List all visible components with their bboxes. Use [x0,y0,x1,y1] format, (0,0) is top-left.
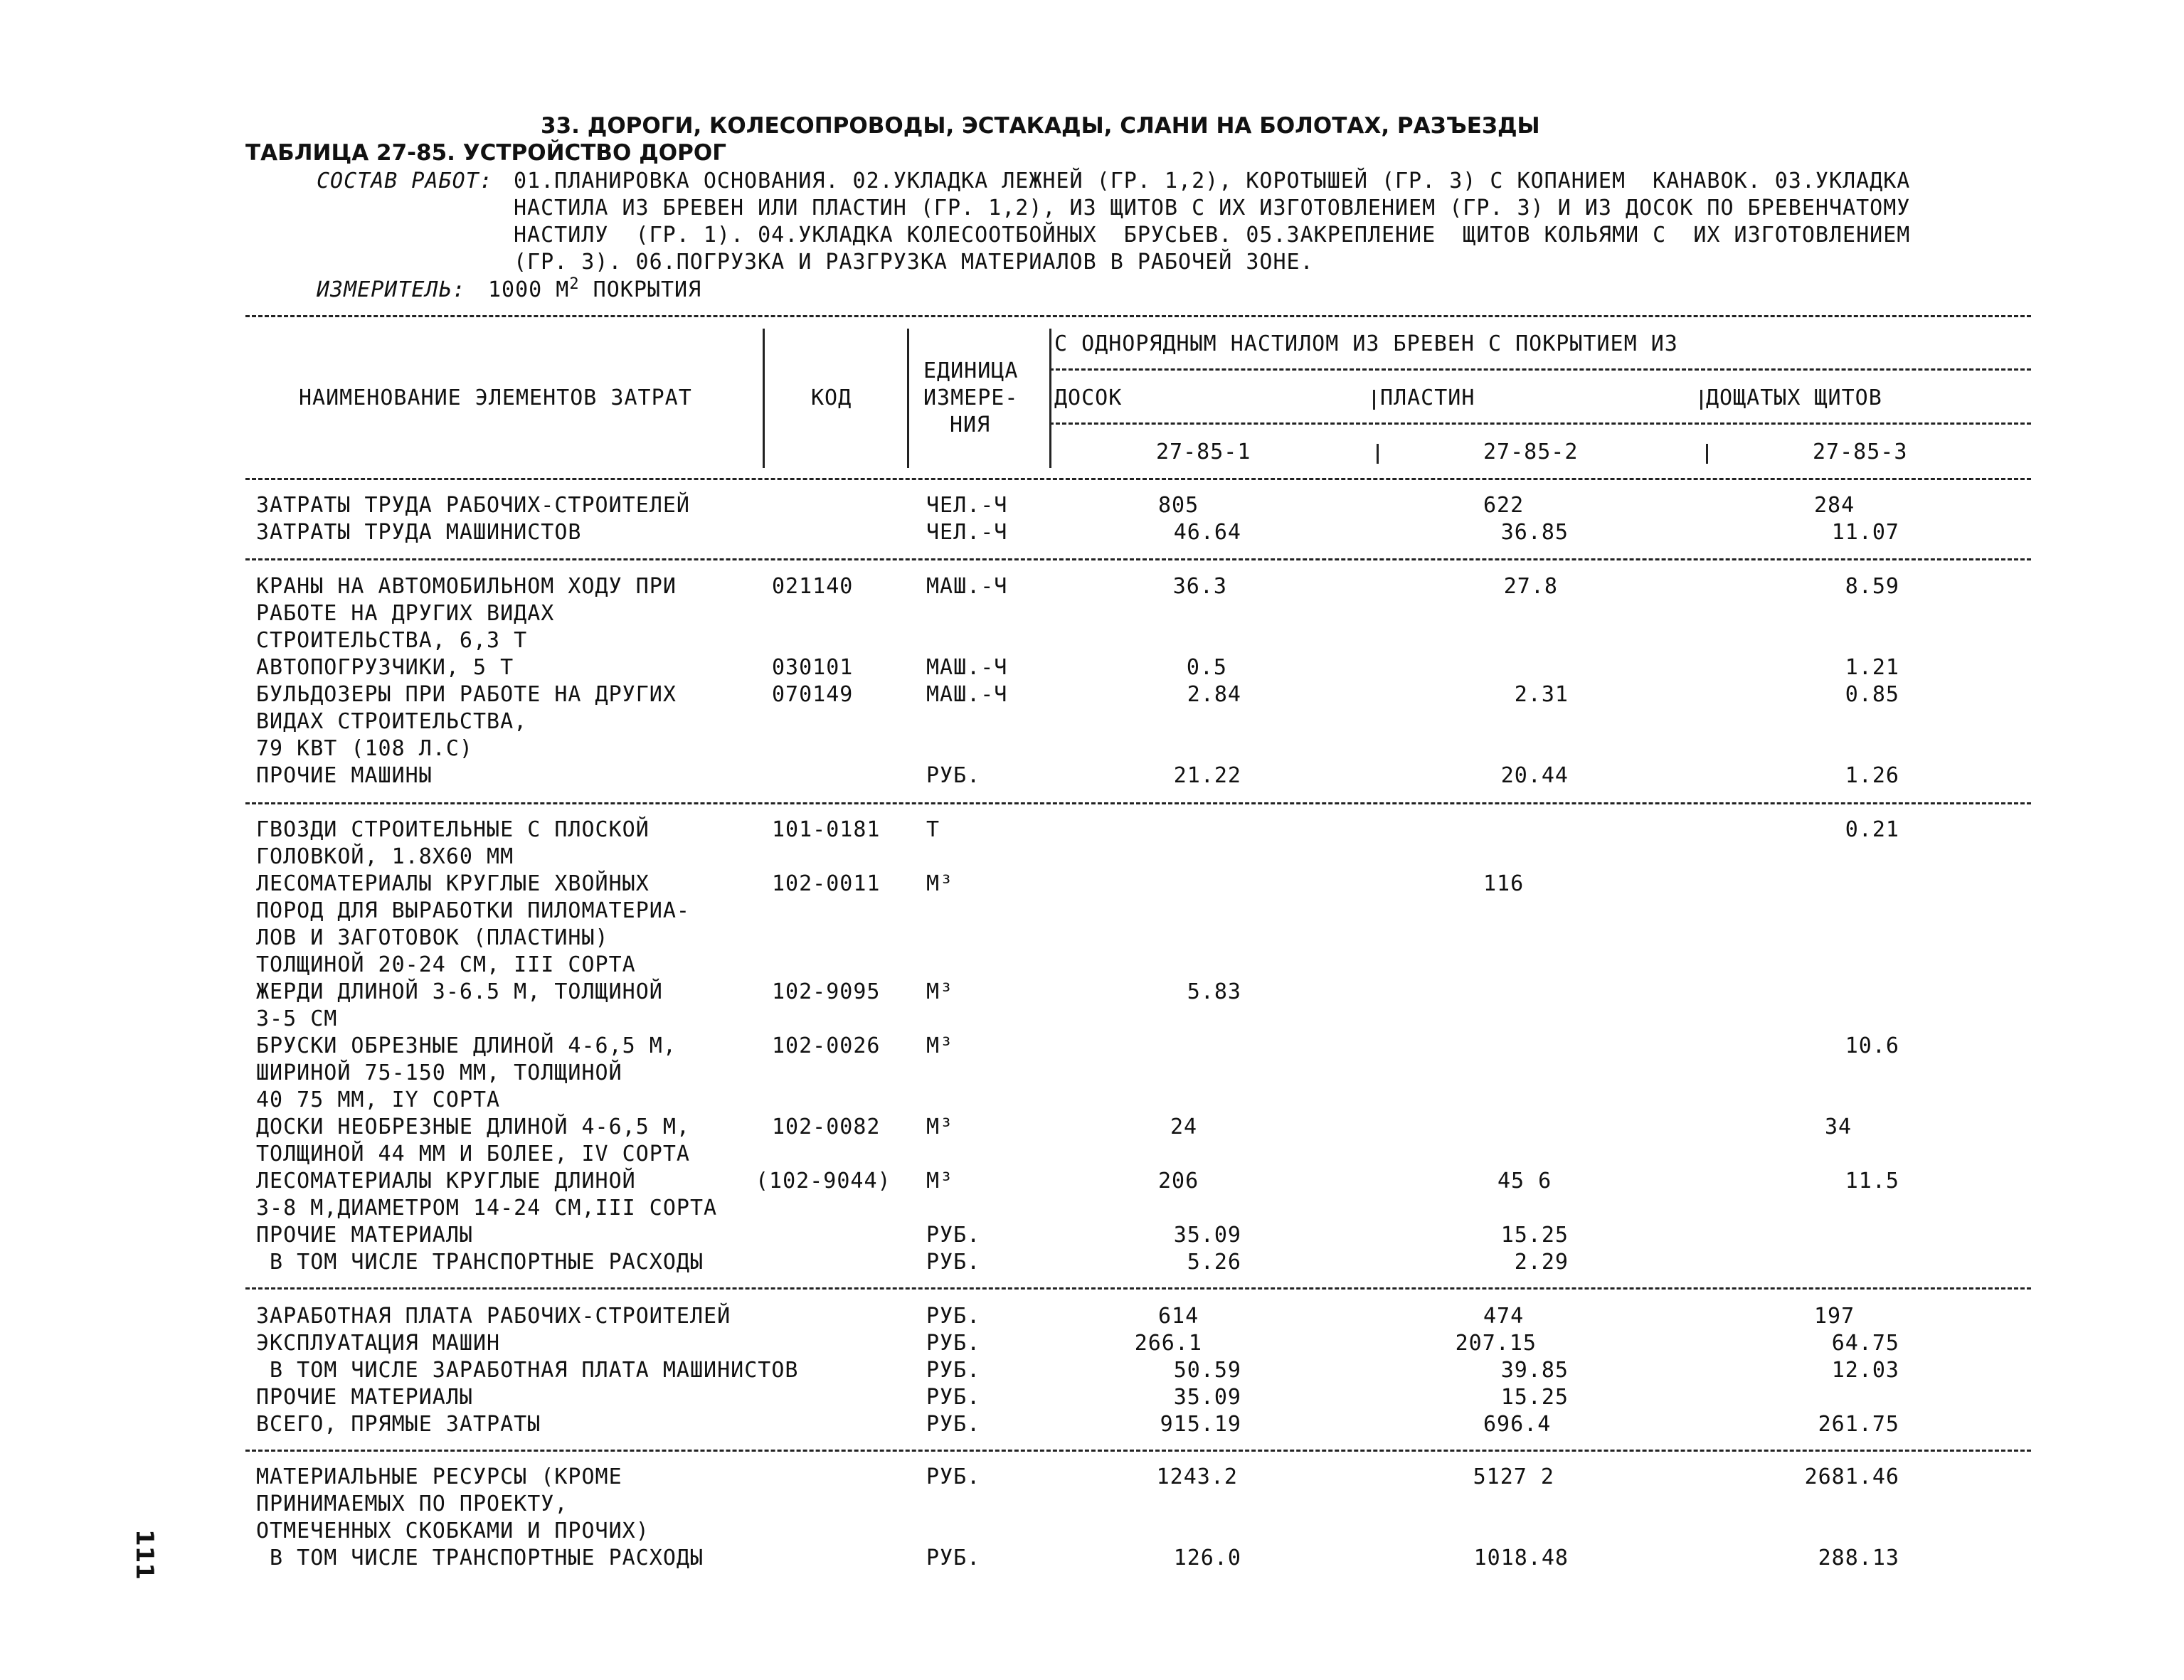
row-unit: РУБ. [926,1331,981,1356]
row-name: ПРОЧИЕ МАШИНЫ [256,763,433,788]
row-value-1: 35.09 [1173,1385,1241,1410]
row-code: 102-9095 [772,979,881,1004]
row-code: 021140 [772,574,854,599]
row-unit: МАШ.-Ч [926,655,1008,680]
work-line-1: 01.ПЛАНИРОВКА ОСНОВАНИЯ. 02.УКЛАДКА ЛЕЖНЕЙ (ГР. 1,2), КОРОТЫШЕЙ (ГР. 3) С КОПАНИЕМ КАНАВОК. 03.УКЛАДКА [514,169,1911,193]
row-value-2: 36.85 [1500,520,1569,545]
row-name: ВИДАХ СТРОИТЕЛЬСТВА, [256,709,528,734]
row-value-2: 15.25 [1500,1223,1569,1248]
row-value-1: 46.64 [1173,520,1241,545]
row-value-3: 1.21 [1845,655,1899,680]
sub-rule [1049,422,2031,425]
row-value-2: 116 [1483,871,1525,896]
row-value-2: 39.85 [1500,1358,1569,1383]
row-name: ПОРОД ДЛЯ ВЫРАБОТКИ ПИЛОМАТЕРИА- [256,898,690,923]
row-value-1: 24 [1170,1115,1198,1139]
row-name: РАБОТЕ НА ДРУГИХ ВИДАХ [256,601,555,626]
col-divider-1 [763,329,765,468]
row-value-3: 284 [1814,493,1855,518]
row-value-1: 2.84 [1187,682,1241,707]
row-value-1: 126.0 [1173,1546,1241,1570]
row-name: ВСЕГО, ПРЯМЫЕ ЗАТРАТЫ [256,1412,541,1437]
sub-header-panels: ДОЩАТЫХ ЩИТОВ [1706,386,1882,410]
row-unit: Т [926,817,940,842]
row-unit: ЧЕЛ.-Ч [926,520,1008,545]
row-value-1: 5.26 [1187,1250,1241,1275]
row-value-3: 1.26 [1845,763,1899,788]
row-name: В ТОМ ЧИСЛЕ ЗАРАБОТНАЯ ПЛАТА МАШИНИСТОВ [256,1358,799,1383]
meter-value: 1000 $М^2$ ПОКРЫТИЯ [488,275,702,302]
row-unit: М³ [926,1169,954,1193]
row-unit: РУБ. [926,1464,981,1489]
row-value-3: 11.5 [1845,1169,1899,1193]
row-value-3: 34 [1825,1115,1852,1139]
row-value-3: 197 [1814,1304,1855,1329]
row-name: 3-8 М,ДИАМЕТРОМ 14-24 СМ,III СОРТА [256,1196,718,1221]
row-name: КРАНЫ НА АВТОМОБИЛЬНОМ ХОДУ ПРИ [256,574,677,599]
row-name: В ТОМ ЧИСЛЕ ТРАНСПОРТНЫЕ РАСХОДЫ [256,1250,704,1275]
row-name: БУЛЬДОЗЕРЫ ПРИ РАБОТЕ НА ДРУГИХ [256,682,677,707]
row-name: МАТЕРИАЛЬНЫЕ РЕСУРСЫ (КРОМЕ [256,1464,622,1489]
section-title: 33. ДОРОГИ, КОЛЕСОПРОВОДЫ, ЭСТАКАДЫ, СЛАНИ НА БОЛОТАХ, РАЗЪЕЗДЫ [541,113,1540,139]
rule-after-costs [245,1450,2031,1452]
col-divider-4 [1373,390,1375,410]
row-value-1: 50.59 [1173,1358,1241,1383]
row-name: ТОЛЩИНОЙ 20-24 СМ, III СОРТА [256,952,636,977]
row-code: 030101 [772,655,854,680]
work-line-4: (ГР. 3). 06.ПОГРУЗКА И РАЗГРУЗКА МАТЕРИАЛОВ В РАБОЧЕЙ ЗОНЕ. [514,250,1314,275]
sub-header-plates: ПЛАСТИН [1380,386,1475,410]
row-value-1: 35.09 [1173,1223,1241,1248]
work-composition-label: СОСТАВ РАБОТ: [317,169,493,193]
row-value-2: 696.4 [1483,1412,1552,1437]
col-unit-header-2: ИЗМЕРЕ- [923,386,1019,410]
col-divider-6 [1377,444,1379,464]
page-number: 111 [130,1529,159,1580]
row-name: 3-5 СМ [256,1006,338,1031]
meter-label: ИЗМЕРИТЕЛЬ: [317,277,466,302]
row-name: ЗАРАБОТНАЯ ПЛАТА РАБОЧИХ-СТРОИТЕЛЕЙ [256,1304,731,1329]
row-unit: РУБ. [926,763,981,788]
row-unit: РУБ. [926,1250,981,1275]
row-value-3: 8.59 [1845,574,1899,599]
row-unit: РУБ. [926,1304,981,1329]
row-name: БРУСКИ ОБРЕЗНЫЕ ДЛИНОЙ 4-6,5 М, [256,1033,677,1058]
row-name: В ТОМ ЧИСЛЕ ТРАНСПОРТНЫЕ РАСХОДЫ [256,1546,704,1570]
row-code: 101-0181 [772,817,881,842]
row-unit: РУБ. [926,1223,981,1248]
row-unit: М³ [926,871,954,896]
row-name: ЭКСПЛУАТАЦИЯ МАШИН [256,1331,501,1356]
row-unit: М³ [926,1033,954,1058]
row-value-1: 5.83 [1187,979,1241,1004]
row-value-1: 206 [1158,1169,1199,1193]
row-value-2: 27.8 [1503,574,1558,599]
work-line-2: НАСТИЛА ИЗ БРЕВЕН ИЛИ ПЛАСТИН (ГР. 1,2), ИЗ ЩИТОВ С ИХ ИЗГОТОВЛЕНИЕМ (ГР. 3) И ИЗ ДОСОК ПО БРЕВЕНЧАТОМУ [514,196,1911,220]
work-line-3: НАСТИЛУ (ГР. 1). 04.УКЛАДКА КОЛЕСООТБОЙНЫХ БРУСЬЕВ. 05.ЗАКРЕПЛЕНИЕ ЩИТОВ КОЛЬЯМИ С ИХ ИЗГОТОВЛЕНИЕМ [514,223,1911,248]
table-row: ЗАТРАТЫ ТРУДА МАШИНИСТОВ [256,520,582,545]
row-value-3: 2681.46 [1804,1464,1899,1489]
row-code: 102-0011 [772,871,881,896]
row-value-3: 0.85 [1845,682,1899,707]
row-name: ПРИНИМАЕМЫХ ПО ПРОЕКТУ, [256,1492,568,1516]
row-unit: М³ [926,979,954,1004]
row-value-2: 20.44 [1500,763,1569,788]
row-value-1: 614 [1158,1304,1199,1329]
row-name: ШИРИНОЙ 75-150 ММ, ТОЛЩИНОЙ [256,1060,622,1085]
row-value-1: 36.3 [1172,574,1227,599]
row-value-2: 207.15 [1455,1331,1537,1356]
row-value-1: 266.1 [1134,1331,1202,1356]
row-value-3: 261.75 [1818,1412,1899,1437]
row-value-1: 1243.2 [1156,1464,1238,1489]
row-name: ПРОЧИЕ МАТЕРИАЛЫ [256,1223,473,1248]
col-divider-5 [1700,390,1702,410]
row-name: ДОСКИ НЕОБРЕЗНЫЕ ДЛИНОЙ 4-6,5 М, [256,1115,690,1139]
row-value-2: 474 [1483,1304,1525,1329]
row-code: 102-0026 [772,1033,881,1058]
code-27-85-3: 27-85-3 [1813,440,1908,464]
sub-header-boards: ДОСОК [1054,386,1123,410]
row-name: ТОЛЩИНОЙ 44 ММ И БОЛЕЕ, IV СОРТА [256,1142,690,1166]
rule-after-machines [245,802,2031,804]
row-name: ЖЕРДИ ДЛИНОЙ 3-6.5 М, ТОЛЩИНОЙ [256,979,663,1004]
row-unit: МАШ.-Ч [926,682,1008,707]
row-value-3: 288.13 [1818,1546,1899,1570]
row-value-3: 10.6 [1845,1033,1899,1058]
table-top-rule [245,315,2031,317]
row-unit: М³ [926,1115,954,1139]
row-name: АВТОПОГРУЗЧИКИ, 5 Т [256,655,514,680]
row-name: 79 КВТ (108 Л.С) [256,736,473,761]
row-code: 102-0082 [772,1115,881,1139]
row-value-2: 622 [1483,493,1525,518]
row-value-2: 2.29 [1514,1250,1569,1275]
code-27-85-2: 27-85-2 [1483,440,1579,464]
col-unit-header-1: ЕДИНИЦА [923,358,1019,383]
group-header: С ОДНОРЯДНЫМ НАСТИЛОМ ИЗ БРЕВЕН С ПОКРЫТИЕМ ИЗ [1054,331,1678,356]
row-name: ЛОВ И ЗАГОТОВОК (ПЛАСТИНЫ) [256,925,609,950]
col-code-header: КОД [811,386,852,410]
row-value-2: 45 6 [1497,1169,1552,1193]
row-value-2: 2.31 [1514,682,1569,707]
row-value-1: 805 [1158,493,1199,518]
row-unit: РУБ. [926,1358,981,1383]
row-code: (102-9044) [756,1169,891,1193]
row-value-1: 0.5 [1186,655,1227,680]
table-title: ТАБЛИЦА 27-85. УСТРОЙСТВО ДОРОГ [245,140,726,166]
row-name: 40 75 ММ, IY СОРТА [256,1088,501,1112]
row-value-2: 15.25 [1500,1385,1569,1410]
row-name: ЛЕСОМАТЕРИАЛЫ КРУГЛЫЕ ДЛИНОЙ [256,1169,636,1193]
col-name-header: НАИМЕНОВАНИЕ ЭЛЕМЕНТОВ ЗАТРАТ [299,386,692,410]
col-divider-3 [1049,329,1051,468]
rule-after-labor [245,558,2031,560]
row-name: ГОЛОВКОЙ, 1.8Х60 ММ [256,844,514,869]
row-unit: РУБ. [926,1412,981,1437]
row-name: ОТМЕЧЕННЫХ СКОБКАМИ И ПРОЧИХ) [256,1519,650,1543]
row-name: ПРОЧИЕ МАТЕРИАЛЫ [256,1385,473,1410]
code-27-85-1: 27-85-1 [1156,440,1251,464]
row-name: ЛЕСОМАТЕРИАЛЫ КРУГЛЫЕ ХВОЙНЫХ [256,871,650,896]
row-unit: РУБ. [926,1385,981,1410]
table-row: ЗАТРАТЫ ТРУДА РАБОЧИХ-СТРОИТЕЛЕЙ [256,493,690,518]
group-rule [1049,368,2031,371]
head-bottom-rule [245,478,2031,480]
row-value-3: 11.07 [1831,520,1899,545]
col-unit-header-3: НИЯ [950,413,991,437]
row-code: 070149 [772,682,854,707]
row-value-1: 21.22 [1173,763,1241,788]
row-value-1: 915.19 [1160,1412,1241,1437]
col-divider-2 [907,329,909,468]
row-value-3: 0.21 [1845,817,1899,842]
row-value-3: 12.03 [1831,1358,1899,1383]
row-value-3: 64.75 [1831,1331,1899,1356]
rule-after-materials [245,1287,2031,1290]
row-unit: ЧЕЛ.-Ч [926,493,1008,518]
col-divider-7 [1706,444,1708,464]
row-unit: РУБ. [926,1546,981,1570]
row-unit: МАШ.-Ч [926,574,1008,599]
row-name: ГВОЗДИ СТРОИТЕЛЬНЫЕ С ПЛОСКОЙ [256,817,650,842]
row-value-2: 1018.48 [1473,1546,1569,1570]
row-value-2: 5127 2 [1473,1464,1554,1489]
row-name: СТРОИТЕЛЬСТВА, 6,3 Т [256,628,528,653]
